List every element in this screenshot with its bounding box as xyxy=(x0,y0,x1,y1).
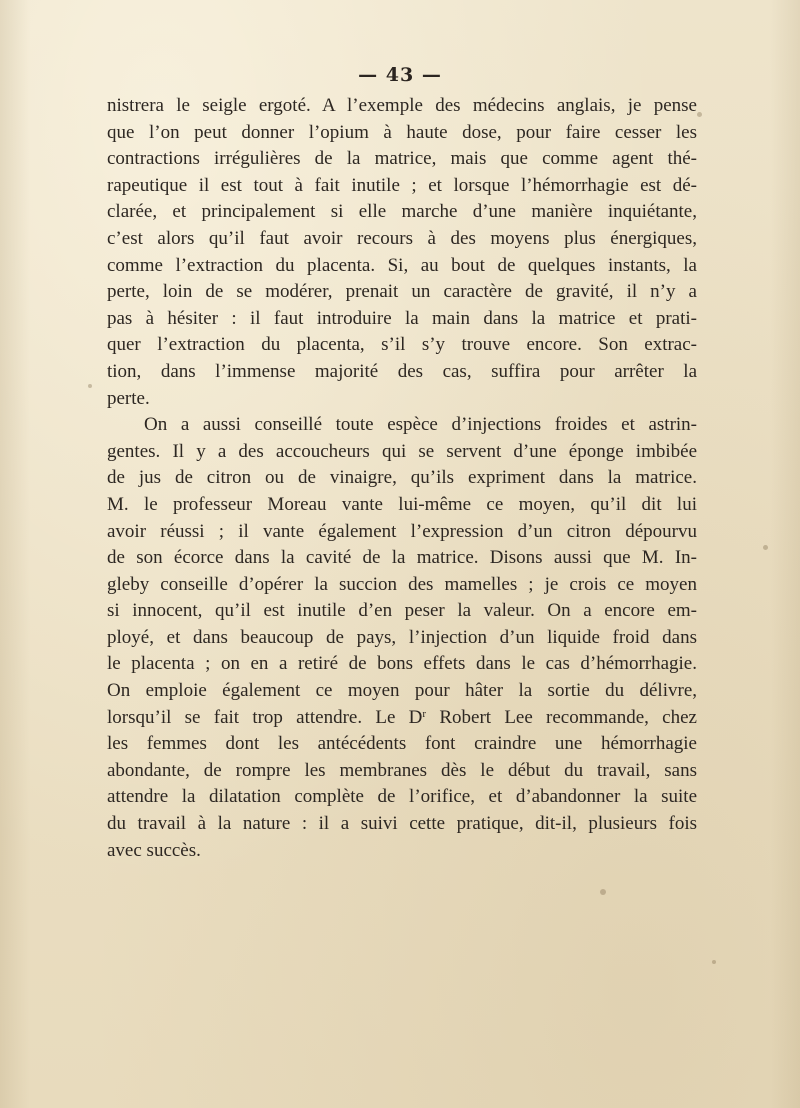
body-text xyxy=(107,93,697,864)
text-line: comme l’extraction du placenta. Si, au bout de quelques instants, la xyxy=(107,254,697,276)
paragraph-2 xyxy=(107,412,697,864)
page-edge-shadow-right xyxy=(770,0,800,1108)
text-line: gleby conseille d’opérer la succion des mamelles ; je crois ce moyen xyxy=(107,573,697,595)
text-line: clarée, et principalement si elle marche d’une manière inquiétante, xyxy=(107,201,697,223)
text-line: tion, dans l’immense majorité des cas, suffira pour arrêter la xyxy=(107,360,697,382)
text-line: perte. xyxy=(107,387,150,409)
text-line: c’est alors qu’il faut avoir recours à des moyens plus énergiques, xyxy=(107,227,697,249)
page-edge-shadow-left xyxy=(0,0,30,1108)
text-line: de jus de citron ou de vinaigre, qu’ils expriment dans la matrice. xyxy=(107,467,697,489)
text-line: gentes. Il y a des accoucheurs qui se servent d’une éponge imbibée xyxy=(107,440,697,462)
text-line: M. le professeur Moreau vante lui-même ce moyen, qu’il dit lui xyxy=(107,493,697,515)
text-line: pas à hésiter : il faut introduire la main dans la matrice et prati- xyxy=(107,307,697,329)
paper-speck xyxy=(763,545,768,550)
text-line: On emploie également ce moyen pour hâter la sortie du délivre, xyxy=(107,680,697,702)
text-line: le placenta ; on en a retiré de bons effets dans le cas d’hémorrhagie. xyxy=(107,653,697,675)
text-line: quer l’extraction du placenta, s’il s’y trouve encore. Son extrac- xyxy=(107,334,697,356)
paper-speck xyxy=(697,112,702,117)
text-line-tail: Robert Lee recommande, chez xyxy=(426,706,697,728)
text-line: avec succès. xyxy=(107,839,201,861)
text-line: avoir réussi ; il vante également l’expression d’un citron dépourvu xyxy=(107,520,697,542)
text-line: de son écorce dans la cavité de la matrice. Disons aussi que M. In- xyxy=(107,547,697,569)
paper-speck xyxy=(600,889,606,895)
paper-speck xyxy=(712,960,716,964)
text-line: attendre la dilatation complète de l’orifice, et d’abandonner la suite xyxy=(107,786,697,808)
text-line: abondante, de rompre les membranes dès le début du travail, sans xyxy=(107,759,697,781)
text-line: les femmes dont les antécédents font craindre une hémorrhagie xyxy=(107,733,697,755)
text-line: ployé, et dans beaucoup de pays, l’injection d’un liquide froid dans xyxy=(107,626,697,648)
paper-speck xyxy=(88,384,92,388)
text-line: si innocent, qu’il est inutile d’en peser la valeur. On a encore em- xyxy=(107,600,697,622)
text-line: On a aussi conseillé toute espèce d’injections froides et astrin- xyxy=(144,414,697,436)
paragraph-1 xyxy=(107,93,697,412)
text-line-head: lorsqu’il se fait trop attendre. Le D xyxy=(107,706,423,728)
text-line: rapeutique il est tout à fait inutile ; et lorsque l’hémorrhagie est dé- xyxy=(107,174,697,196)
superscript: r xyxy=(422,707,427,720)
text-line: que l’on peut donner l’opium à haute dose, pour faire cesser les xyxy=(107,121,697,143)
text-line: du travail à la nature : il a suivi cette pratique, dit-il, plusieurs fois xyxy=(107,813,697,835)
text-line-with-superscript xyxy=(107,705,697,732)
text-line: nistrera le seigle ergoté. A l’exemple des médecins anglais, je pense xyxy=(107,95,697,116)
text-line: contractions irrégulières de la matrice, mais que comme agent thé- xyxy=(107,148,697,170)
text-line: perte, loin de se modérer, prenait un caractère de gravité, il n’y a xyxy=(107,281,697,303)
page-number: — 43 — xyxy=(358,64,442,86)
